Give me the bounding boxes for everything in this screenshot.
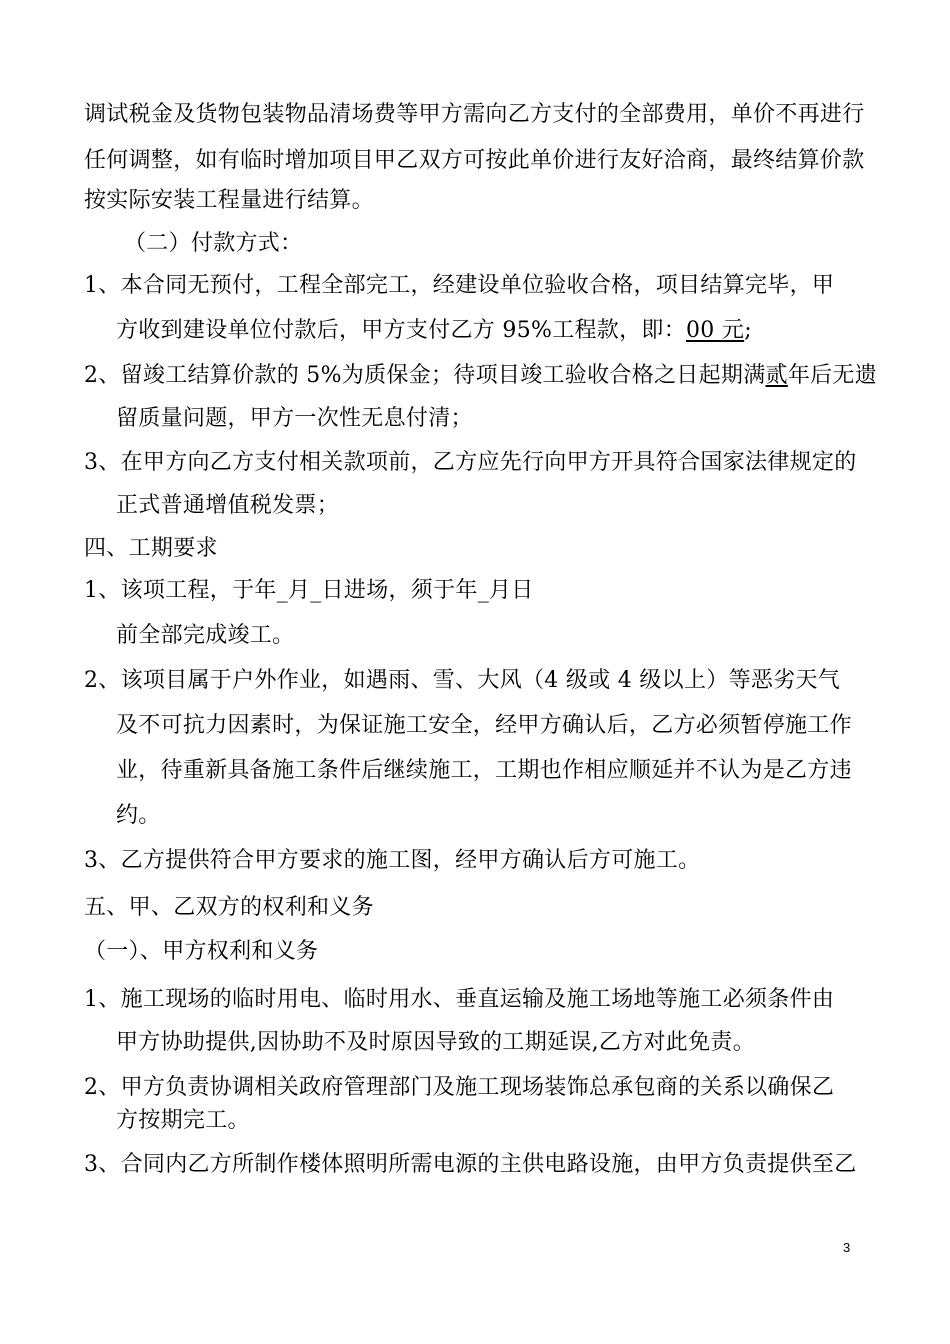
list-item-continuation: 前全部完成竣工。 (116, 623, 295, 648)
list-item-continuation: 正式普通增值税发票； (116, 493, 340, 518)
list-item-continuation: 及不可抗力因素时，为保证施工安全，经甲方确认后，乙方必须暂停施工作 (116, 713, 852, 738)
page-number: 3 (843, 1240, 851, 1255)
subsection-heading: （一）、甲方权利和义务 (84, 939, 319, 964)
list-item: 2、甲方负责协调相关政府管理部门及施工现场装饰总承包商的关系以确保乙 (84, 1075, 835, 1100)
text-line: 任何调整，如有临时增加项目甲乙双方可按此单价进行友好洽商，最终结算价款 (84, 148, 865, 173)
text-span: 年后无遗 (787, 363, 878, 388)
text-span: 2、留竣工结算价款的 5%为质保金；待项目竣工验收合格之日起期满 (84, 363, 766, 388)
text-span: ; (744, 318, 752, 343)
section-heading: 四、工期要求 (84, 536, 218, 561)
list-item-continuation: 约。 (116, 803, 161, 828)
text-line: 按实际安装工程量进行结算。 (84, 188, 374, 213)
list-item: 3、在甲方向乙方支付相关款项前，乙方应先行向甲方开具符合国家法律规定的 (84, 450, 857, 475)
list-item-continuation: 方按期完工。 (116, 1108, 250, 1133)
section-heading: （二）付款方式： (124, 231, 303, 256)
list-item (84, 361, 877, 391)
list-item-continuation: 留质量问题，甲方一次性无息付清； (116, 406, 473, 431)
list-item: 1、本合同无预付，工程全部完工，经建设单位验收合格，项目结算完毕，甲 (84, 273, 835, 298)
list-item-continuation: 业，待重新具备施工条件后继续施工，工期也作相应顺延并不认为是乙方违 (116, 758, 852, 783)
list-item: 1、施工现场的临时用电、临时用水、垂直运输及施工场地等施工必须条件由 (84, 987, 835, 1012)
list-item: 2、该项目属于户外作业，如遇雨、雪、大风（4 级或 4 级以上）等恶劣天气 (84, 668, 841, 693)
list-item-continuation: 甲方协助提供,因协助不及时原因导致的工期延误,乙方对此免责。 (116, 1030, 755, 1055)
text-span: 方收到建设单位付款后，甲方支付乙方 95%工程款，即： (116, 318, 686, 343)
text-line: 调试税金及货物包装物品清场费等甲方需向乙方支付的全部费用，单价不再进行 (84, 102, 865, 127)
list-item: 1、该项工程，于年_月_日进场，须于年_月日 (84, 578, 534, 603)
underlined-amount: 00 元 (686, 318, 745, 343)
list-item: 3、乙方提供符合甲方要求的施工图，经甲方确认后方可施工。 (84, 848, 701, 873)
list-item-continuation (116, 316, 752, 346)
underlined-years: 贰 (765, 363, 788, 388)
section-heading: 五、甲、乙双方的权利和义务 (84, 895, 374, 920)
list-item: 3、合同内乙方所制作楼体照明所需电源的主供电路设施，由甲方负责提供至乙 (84, 1152, 857, 1177)
